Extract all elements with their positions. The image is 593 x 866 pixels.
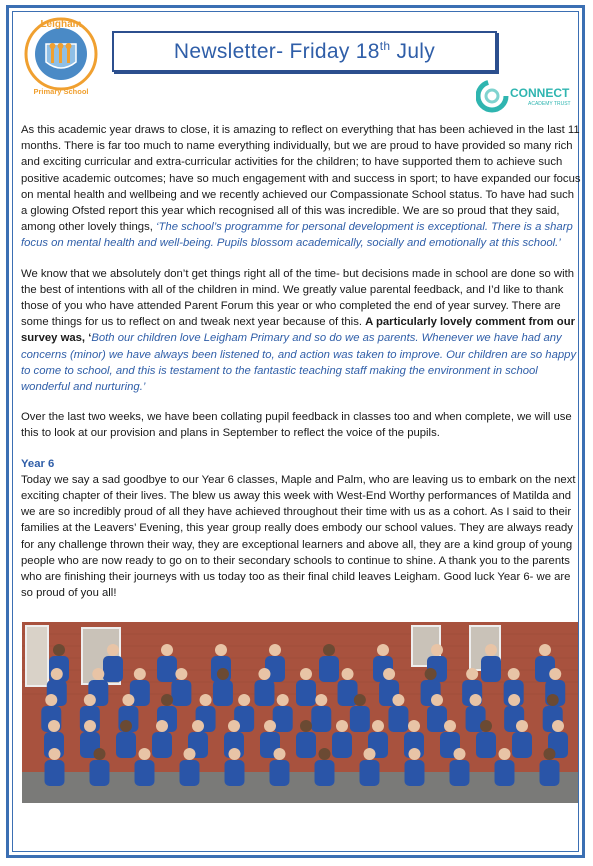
pupil-head [175,668,187,680]
feedback-paragraph: We know that we absolutely don’t get things right all of the time- but decisions made in school are done so with the best of intentions with all of the children in mind. We greatly value parental feedback, and I’d like to thank those of you who have attended Parent Forum this year or who completed the end of year survey. There are some things for us to reflect on and tweak next year because of this. A particularly lovely comment from our survey was, ‘Both our children love Leigham Primary and so do we as parents. Whenever we have had any concerns (minor) we have always been listened to, and action was taken to improve. Our children are so happy to come to school, and this is testament to the fantastic teaching staff making the environment in school wonderful and nurturing.’ [21,267,577,394]
pupil-head [107,644,119,656]
pupil-figure [311,706,331,732]
pupil-head [192,720,204,732]
pupil-head [48,720,60,732]
pupil-head [323,644,335,656]
pupil-figure [495,760,515,786]
pupil-head [499,748,511,760]
pupil-head [228,720,240,732]
pupil-figure [225,760,245,786]
pupil-head [53,644,65,656]
pupil-figure [180,760,200,786]
pupil-head [508,694,520,706]
logo-bottom-text: Primary School [33,87,89,96]
pupil-head [539,644,551,656]
pupil-head [134,668,146,680]
pupil-head [49,748,61,760]
pupil-head [470,694,482,706]
pupil-figure [481,656,501,682]
connect-logo-name: CONNECT [510,86,570,100]
pupil-head [409,748,421,760]
pupil-head [45,694,57,706]
pupil-head [269,644,281,656]
pupil-head [217,668,229,680]
pupil-head [364,748,376,760]
connect-trust-logo [476,78,580,114]
newsletter-body [21,122,582,615]
pupil-head [431,644,443,656]
pupil-head [549,668,561,680]
newsletter-title-box [112,31,497,72]
connect-logo-sub: ACADEMY TRUST [528,101,571,107]
pupil-figure [270,760,290,786]
pupil-head [508,668,520,680]
year6-paragraph: Today we say a sad goodbye to our Year 6 classes, Maple and Palm, who are leaving us to embark on the next exciting chapter of their lives. The blew us away this week with West-End Worthy performances of Matilda and we are so incredibly proud of all they have achieved throughout their time with us as a cohort. As I said to their families at the Leavers’ Evening, this year group really does embody our school values. They are always ready for any challenge thrown their way, they are exceptional learners and above all, they are a kind group of young people who are now ready to go on to their secondary schools to continue to shine. A thank you to the parents who are finishing their journeys with us today too as their final child leaves Leigham. Good luck Year 6- we are so proud of you all! [21,473,576,600]
pupil-head [94,748,106,760]
pupil-head [547,694,559,706]
pupil-head [392,694,404,706]
pupil-head [156,720,168,732]
pupil-figure [213,680,233,706]
pupil-head [372,720,384,732]
pupil-head [354,694,366,706]
pupil-head [92,668,104,680]
pupil-figure [319,656,339,682]
pupil-head [315,694,327,706]
pupil-head [274,748,286,760]
pupil-figure [273,706,293,732]
pupil-figure [45,760,65,786]
pupil-head [319,748,331,760]
pupil-head [336,720,348,732]
pupil-figure [512,732,532,758]
year6-heading: Year 6 [21,457,55,470]
pupil-head [454,748,466,760]
pupil-head [238,694,250,706]
newsletter-title: Newsletter- Friday 18th July [173,39,436,63]
pupil-figure [405,760,425,786]
pupil-figure [450,760,470,786]
pupil-head [200,694,212,706]
pupil-feedback-paragraph: Over the last two weeks, we have been collating pupil feedback in classes too and when complete, we will use this to look at our provision and plans in September to reflect the voice of the pupils. [21,411,572,440]
pupil-head [480,720,492,732]
pupil-head [258,668,270,680]
ofsted-quote: ‘The school’s programme for personal development is exceptional. There is a sharp focus on mental health and well-being. Pupils blossom academically, socially and emotionally at this school.’ [21,221,573,250]
pupil-figure [388,706,408,732]
pupil-figure [171,680,191,706]
pupil-head [215,644,227,656]
pupil-head [516,720,528,732]
intro-paragraph: As this academic year draws to close, it is amazing to reflect on everything that has been achieved in the last 11 months. There is far too much to name everything individually, but we are proud to have provided so many rich and exciting curricular and extra-curricular activities for the children; to have supported them to achieve such positive academic outcomes; have so much engagement with and success in sport; to have expanded our focus on mental health and wellbeing and we recently achieved our Compassionate School status. To have had such a glowing Ofsted report this year which recognised all of this was incredible. We are so proud that they said, among other lovely things, ‘The school’s programme for personal development is exceptional. There is a sharp focus on mental health and well-being. Pupils blossom academically, socially and emotionally at this school.’ [21,124,581,250]
pupil-head [51,668,63,680]
pupil-head [444,720,456,732]
pupil-figure [135,760,155,786]
pupil-figure [296,732,316,758]
pupil-figure [360,760,380,786]
pupil-head [120,720,132,732]
pupil-head [377,644,389,656]
pupil-head [300,720,312,732]
pupil-head [84,720,96,732]
pupil-head [408,720,420,732]
pupil-head [342,668,354,680]
pupil-figure [427,706,447,732]
year6-group-photo [22,622,578,803]
pupil-head [84,694,96,706]
pupil-head [466,668,478,680]
pupil-figure [332,732,352,758]
pupil-head [300,668,312,680]
pupil-figure [103,656,123,682]
pupil-head [122,694,134,706]
pupil-head [431,694,443,706]
pupil-figure [350,706,370,732]
pupil-head [277,694,289,706]
pupil-head [139,748,151,760]
pupil-figure [315,760,335,786]
pupil-head [184,748,196,760]
school-logo [24,14,98,100]
pupil-head [544,748,556,760]
pupil-head [485,644,497,656]
survey-quote: Both our children love Leigham Primary and so do we as parents. Whenever we have had any concerns (minor) we have always been listened to, and action was taken to improve. Our children are so happy to come to school, and this is testament to the fantastic teaching staff making the environment in school wonderful and nurturing.’ [21,332,577,394]
pupil-head [552,720,564,732]
pupil-figure [540,760,560,786]
pupil-figure [90,760,110,786]
pupil-head [264,720,276,732]
pupil-figure [254,680,274,706]
pupil-figure [152,732,172,758]
pupil-head [229,748,241,760]
pupil-figure [296,680,316,706]
pupil-figure [116,732,136,758]
logo-top-text: Leigham [40,19,82,30]
pupil-head [161,694,173,706]
pupil-head [161,644,173,656]
pupil-head [383,668,395,680]
pupil-figure [157,656,177,682]
pupil-figure [476,732,496,758]
pupil-head [425,668,437,680]
